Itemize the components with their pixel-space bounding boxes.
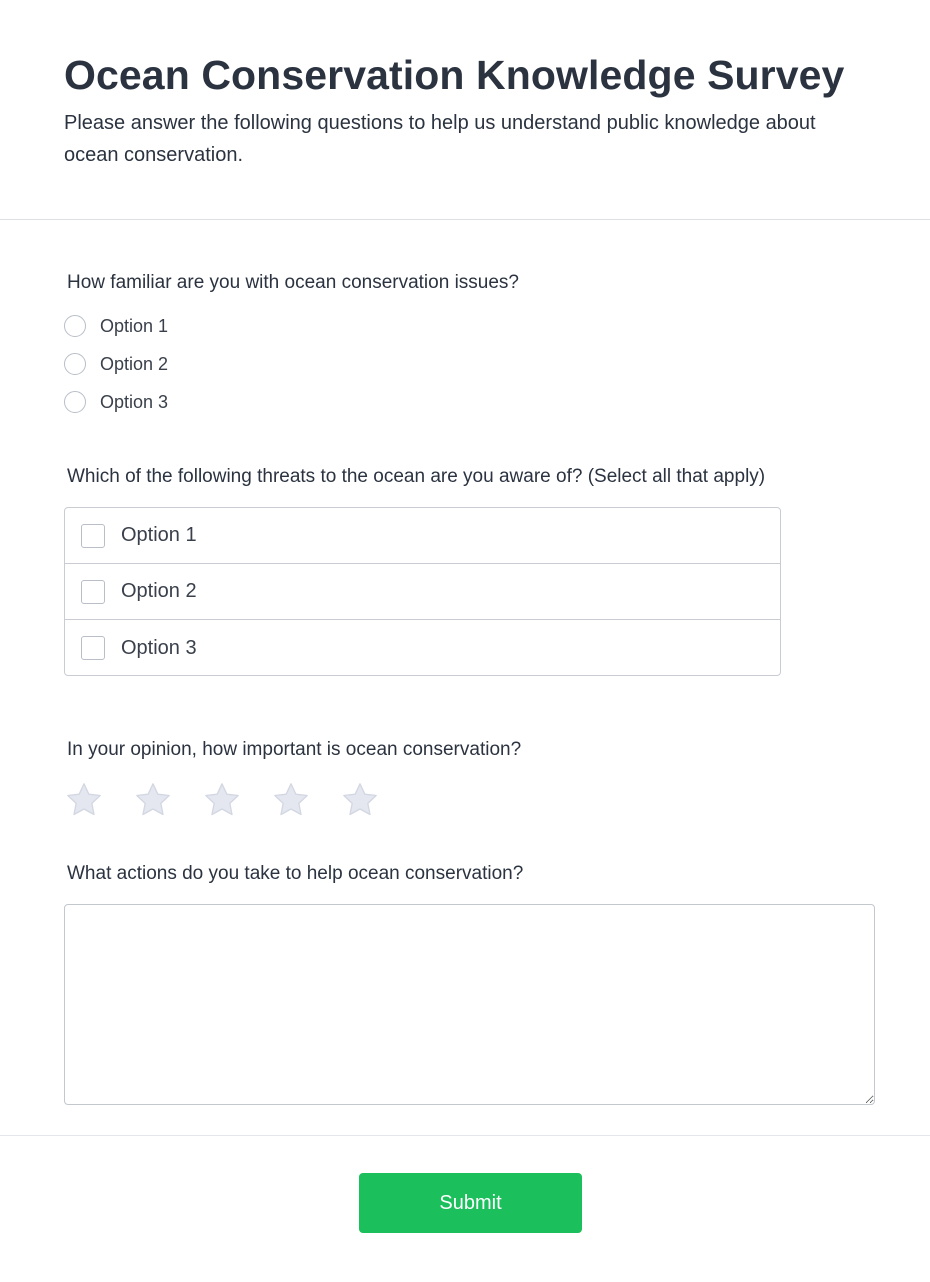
question-2-label: Which of the following threats to the ocean are you aware of? (Select all that apply): [67, 466, 766, 487]
survey-footer: [0, 1135, 930, 1282]
question-4-label: What actions do you take to help ocean conservation?: [67, 863, 524, 884]
survey-header: [0, 0, 930, 220]
star-icon[interactable]: [202, 780, 242, 820]
star-icon[interactable]: [133, 780, 173, 820]
checkbox-option-label: Option 2: [121, 580, 197, 602]
radio-option-label: Option 2: [100, 353, 169, 374]
page-title: Ocean Conservation Knowledge Survey: [64, 52, 845, 98]
star-icon[interactable]: [64, 780, 104, 820]
checkbox[interactable]: [81, 580, 105, 604]
star-icon[interactable]: [340, 780, 380, 820]
radio-option-2[interactable]: [64, 351, 168, 377]
checkbox-option-1[interactable]: [65, 508, 780, 564]
checkbox-option-3[interactable]: [65, 620, 780, 676]
checkbox-option-2[interactable]: [65, 564, 780, 620]
question-1-label: How familiar are you with ocean conservation issues?: [67, 272, 519, 293]
radio-button[interactable]: [64, 391, 86, 413]
star-icon[interactable]: [271, 780, 311, 820]
radio-button[interactable]: [64, 353, 86, 375]
radio-option-1[interactable]: [64, 313, 168, 339]
actions-textarea[interactable]: [64, 904, 875, 1105]
checkbox-option-label: Option 1: [121, 524, 197, 546]
star-rating: [64, 780, 409, 820]
question-3-label: In your opinion, how important is ocean conservation?: [67, 739, 522, 760]
radio-option-label: Option 1: [100, 315, 169, 336]
radio-option-label: Option 3: [100, 391, 169, 412]
checkbox-option-label: Option 3: [121, 636, 197, 659]
checkbox[interactable]: [81, 524, 105, 548]
checkbox[interactable]: [81, 636, 105, 660]
submit-button[interactable]: Submit: [359, 1173, 582, 1233]
checkbox-group: [64, 507, 781, 676]
radio-button[interactable]: [64, 315, 86, 337]
page-subtitle: Please answer the following questions to help us understand public knowledge about ocean conservation.: [64, 112, 816, 166]
radio-option-3[interactable]: [64, 389, 168, 415]
